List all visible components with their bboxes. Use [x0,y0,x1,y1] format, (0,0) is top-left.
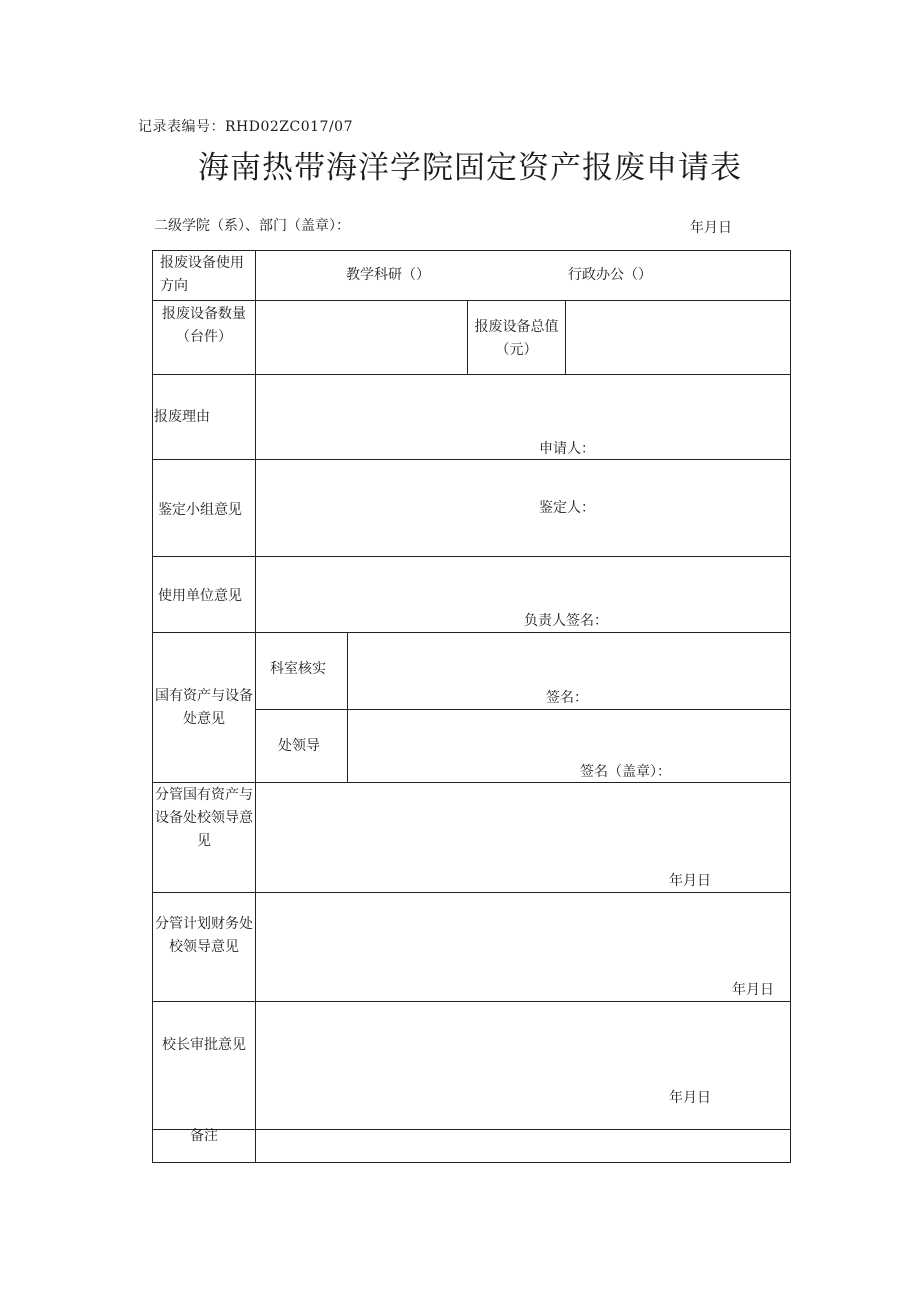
table-border-bottom [152,1162,791,1163]
row-divider [152,459,791,460]
row-divider [152,632,791,633]
finance-leader-date[interactable]: 年月日 [732,982,774,998]
row-divider [255,709,791,710]
asset-leader-date[interactable]: 年月日 [669,873,711,889]
applicant-signature[interactable]: 申请人： [539,441,595,457]
appraisal-label: 鉴定小组意见 [158,502,242,518]
using-unit-label: 使用单位意见 [158,588,242,604]
asset-office-label: 国有资产与设备处意见 [155,688,253,727]
section-verify-signature[interactable]: 签名： [546,690,588,706]
usage-label: 报废设备使用方向 [160,255,244,294]
scrap-application-table [152,250,791,1163]
header-date: 年月日 [690,220,732,236]
quantity-label: 报废设备数量（台件） [162,306,246,345]
usage-option-teaching[interactable]: 教学科研（） [346,267,430,283]
unit-head-signature[interactable]: 负责人签名： [524,613,608,629]
president-date[interactable]: 年月日 [669,1090,711,1106]
form-title: 海南热带海洋学院固定资产报废申请表 [198,150,742,186]
row-divider [152,782,791,783]
section-verify-label: 科室核实 [270,661,326,677]
column-divider [347,632,348,782]
table-border-top [152,250,791,251]
president-label: 校长审批意见 [162,1037,246,1053]
column-divider [565,300,566,374]
appraiser-signature[interactable]: 鉴定人： [539,500,595,516]
label-column-divider [255,250,256,1163]
office-leader-label: 处领导 [278,738,320,754]
usage-option-admin[interactable]: 行政办公（） [568,267,652,283]
row-divider [152,300,791,301]
record-number: 记录表编号：RHD02ZC017/07 [138,119,353,135]
total-value-label: 报废设备总值（元） [474,319,559,358]
remarks-label: 备注 [190,1128,218,1144]
finance-leader-label: 分管计划财务处校领导意见 [155,916,253,955]
table-border-right [790,250,791,1163]
department-label: 二级学院（系）、部门（盖章）： [154,218,350,234]
office-leader-signature[interactable]: 签名（盖章）： [580,764,671,780]
table-border-left [152,250,153,1163]
asset-leader-label: 分管国有资产与设备处校领导意见 [155,787,253,849]
row-divider [152,1001,791,1002]
reason-label: 报废理由 [154,409,210,425]
row-divider [152,556,791,557]
row-divider [152,374,791,375]
